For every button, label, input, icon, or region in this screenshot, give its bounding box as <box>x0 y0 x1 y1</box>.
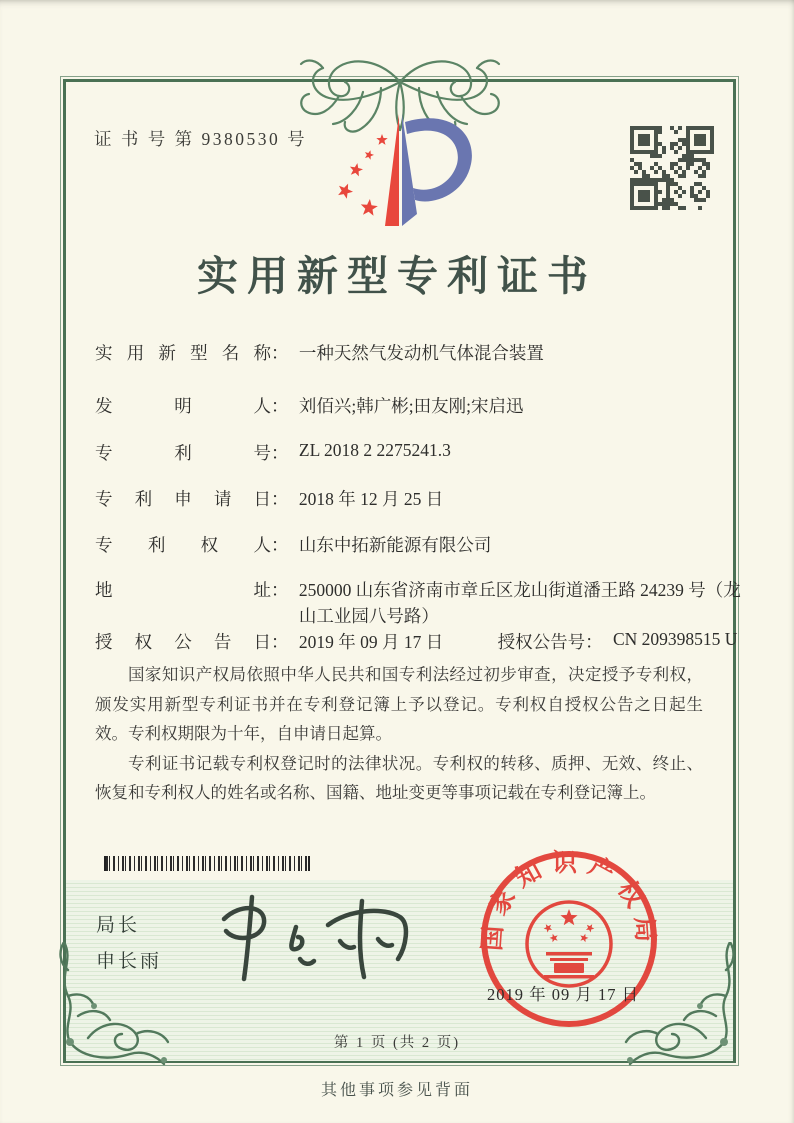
national-emblem-icon <box>527 902 611 986</box>
field-row-grant-date <box>95 629 737 654</box>
colon: ： <box>271 535 289 555</box>
seal-arc-text: 国家知识产权局 <box>479 850 659 952</box>
qr-code <box>630 126 714 210</box>
field-row-filing-date <box>95 486 443 511</box>
seal-date: 2019 年 09 月 17 日 <box>487 985 640 1004</box>
certificate-title: 实用新型专利证书 <box>197 253 597 299</box>
field-value-grant-number: CN 209398515 U <box>613 629 738 649</box>
colon: ： <box>271 632 289 652</box>
field-label-grant-number: 授权公告号： <box>497 632 603 652</box>
director-signature <box>200 885 415 990</box>
field-row-patentee <box>95 532 491 557</box>
logo-star-icon <box>361 199 378 216</box>
field-label: 专利号 <box>95 443 271 463</box>
logo-p-bowl <box>405 118 472 201</box>
field-value: 山东中拓新能源有限公司 <box>298 535 492 555</box>
field-row-patent-number <box>95 440 451 465</box>
colon: ： <box>271 443 289 463</box>
statutory-paragraph-1: 国家知识产权局依照中华人民共和国专利法经过初步审查，决定授予专利权，颁发实用新型专利证书并在专利登记簿上予以登记。专利权自授权公告之日起生效。专利权期限为十年，自申请日起算。 <box>95 665 703 743</box>
logo-star-icon <box>376 134 387 145</box>
field-value: 一种天然气发动机气体混合装置 <box>298 343 544 363</box>
back-note: 其他事项参见背面 <box>320 1082 473 1099</box>
field-label: 专利权人 <box>95 535 271 555</box>
statutory-paragraph-2: 专利证书记载专利权登记时的法律状况。专利权的转移、质押、无效、终止、恢复和专利权人的姓名或名称、国籍、地址变更等事项记载在专利登记簿上。 <box>95 753 703 802</box>
field-row-address <box>95 577 751 629</box>
colon: ： <box>271 343 289 363</box>
field-value: 刘佰兴;韩广彬;田友刚;宋启迅 <box>298 396 524 416</box>
field-row-inventors <box>95 393 523 418</box>
colon: ： <box>271 489 289 509</box>
colon: ： <box>271 396 289 416</box>
certificate-number: 证 书 号 第 9380530 号 <box>94 129 308 149</box>
logo-star-icon <box>365 150 374 160</box>
barcode <box>104 856 310 871</box>
field-value: 2018 年 12 月 25 日 <box>298 489 444 509</box>
field-label: 实用新型名称 <box>95 343 271 363</box>
field-label: 发明人 <box>95 396 271 416</box>
field-label: 授权公告日 <box>95 632 271 652</box>
field-label: 专利申请日 <box>95 489 271 509</box>
director-title: 局长 <box>96 915 141 936</box>
cnipa-logo <box>325 108 480 238</box>
statutory-text <box>95 660 703 808</box>
logo-star-icon <box>338 184 353 199</box>
logo-red-wedge <box>385 114 399 226</box>
field-row-name <box>95 340 544 365</box>
director-name: 申长雨 <box>96 951 163 972</box>
logo-star-icon <box>350 163 363 176</box>
colon: ： <box>271 580 289 600</box>
field-value: ZL 2018 2 2275241.3 <box>298 440 451 460</box>
field-label: 地址 <box>95 580 271 600</box>
field-value: 250000 山东省济南市章丘区龙山街道潘王路 24239 号（龙山工业园八号路） <box>298 580 741 626</box>
field-value: 2019 年 09 月 17 日 <box>298 632 444 652</box>
page-number: 第 1 页 (共 2 页) <box>333 1035 461 1051</box>
